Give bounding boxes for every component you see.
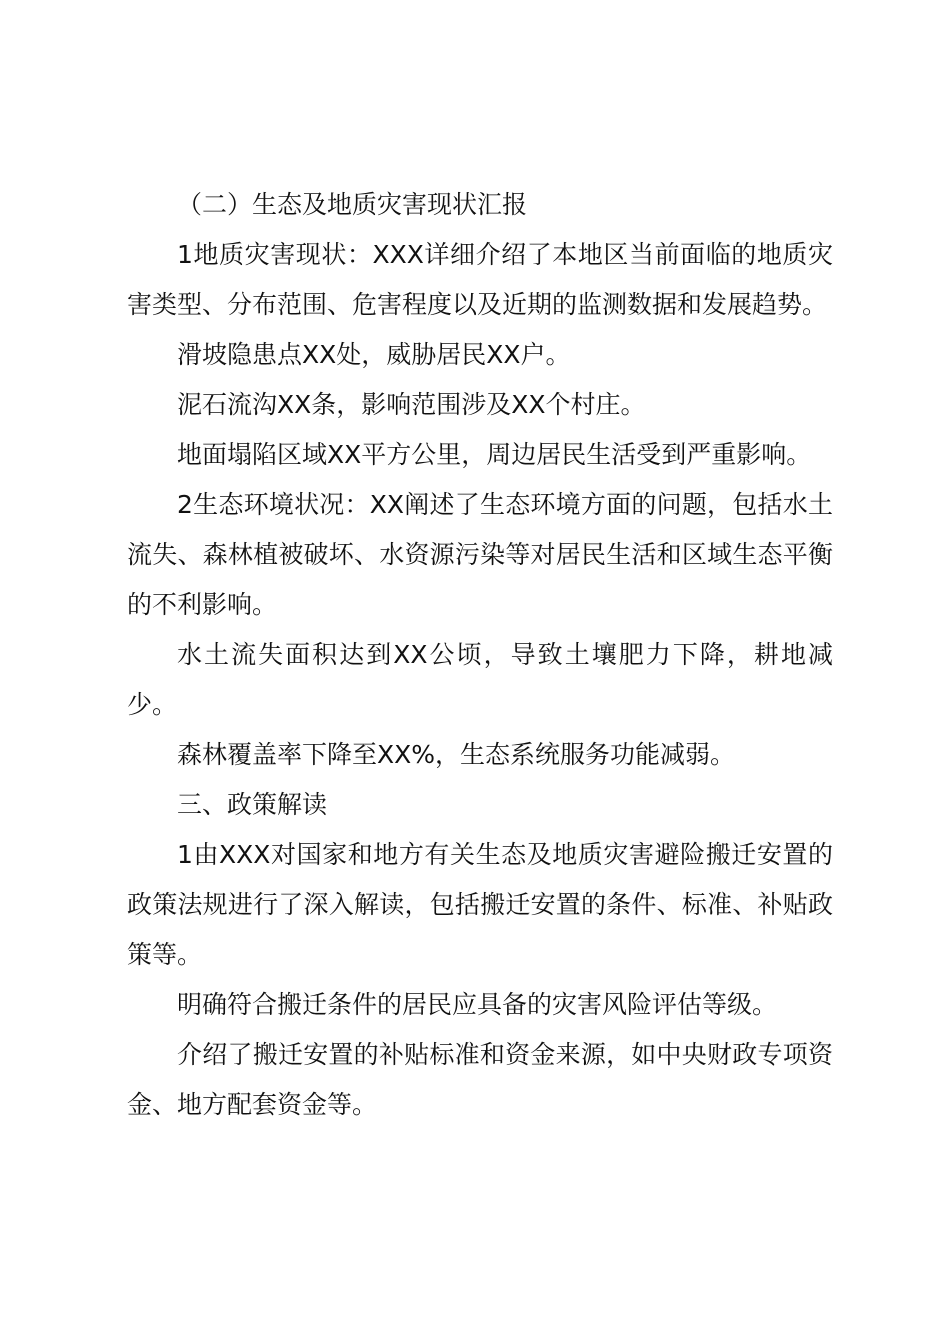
paragraph-ground-collapse: 地面塌陷区域XX平方公里，周边居民生活受到严重影响。 [177,440,812,469]
section-heading-policy: 三、政策解读 [177,790,328,819]
paragraph-soil-erosion: 水土流失面积达到XX公顷，导致土壤肥力下降，耕地减少。 [127,640,833,719]
paragraph-debris-flow: 泥石流沟XX条，影响范围涉及XX个村庄。 [177,390,646,419]
paragraph-ecological-status: 2生态环境状况：XX阐述了生态环境方面的问题，包括水土流失、森林植被破坏、水资源污染等对居民生活和区域生态平衡的不利影响。 [127,490,833,619]
section-heading-status-report: （二）生态及地质灾害现状汇报 [177,190,528,219]
document-body [127,180,833,1130]
paragraph-risk-level: 明确符合搬迁条件的居民应具备的灾害风险评估等级。 [177,990,778,1019]
paragraph-landslide: 滑坡隐患点XX处，威胁居民XX户。 [177,340,571,369]
paragraph-forest-coverage: 森林覆盖率下降至XX%，生态系统服务功能减弱。 [177,740,736,769]
paragraph-geological-status: 1地质灾害现状：XXX详细介绍了本地区当前面临的地质灾害类型、分布范围、危害程度以及近期的监测数据和发展趋势。 [127,240,833,319]
paragraph-policy-interpretation: 1由XXX对国家和地方有关生态及地质灾害避险搬迁安置的政策法规进行了深入解读，包括搬迁安置的条件、标准、补贴政策等。 [127,840,833,969]
paragraph-subsidy-funding: 介绍了搬迁安置的补贴标准和资金来源，如中央财政专项资金、地方配套资金等。 [127,1040,833,1119]
